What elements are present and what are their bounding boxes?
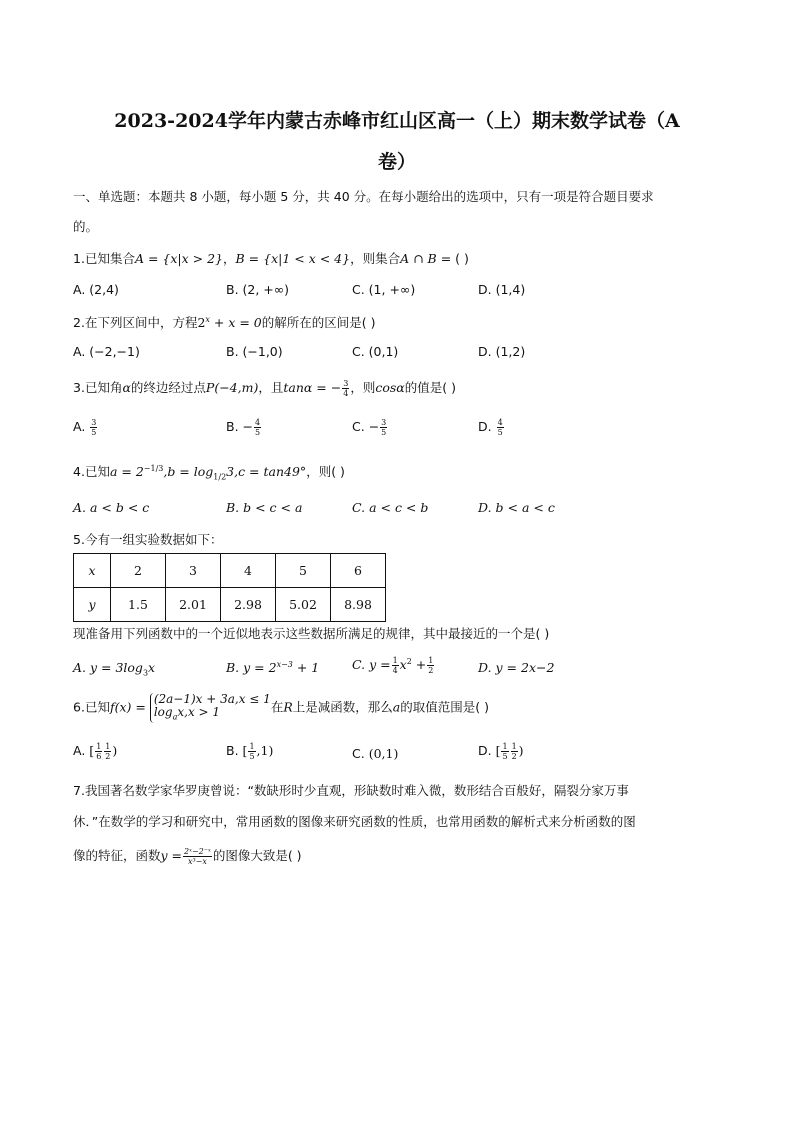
q3-a-fraction	[90, 418, 97, 437]
q5-c-frac2	[427, 656, 434, 675]
q3-d-fraction	[497, 418, 504, 437]
q5-c-exp: 2	[406, 656, 412, 666]
question-3	[73, 378, 456, 398]
question-2	[73, 313, 376, 331]
q6-case2: log	[153, 705, 173, 719]
page-title-line1: 2023-2024学年内蒙古赤峰市红山区高一（上）期末数学试卷（A	[114, 110, 680, 132]
q5-option-d[interactable]: D. y = 2x−2	[478, 660, 555, 675]
q2-option-b[interactable]: B. (−1,0)	[226, 344, 283, 359]
q3-pre: 已知角	[84, 380, 123, 395]
table-row-x	[74, 554, 386, 588]
q5-text: 今有一组实验数据如下：	[84, 532, 223, 547]
q2-eq-exp: x	[205, 314, 210, 324]
q6-case2-end: x,x > 1	[177, 705, 221, 719]
q6-a-close: )	[112, 743, 118, 758]
q3-c-num: 3	[381, 418, 387, 427]
q2-option-d[interactable]: D. (1,2)	[478, 344, 526, 359]
q5-c-frac1-den: 4	[392, 666, 398, 675]
q6-a-d1: 6	[96, 752, 102, 761]
q6-r: R	[283, 699, 293, 715]
table-cell: 1.5	[111, 588, 166, 622]
q4-b-expr: ,b = log	[163, 464, 214, 479]
q5-b-exp: x−3	[276, 660, 293, 669]
q6-post: 的取值范围是( )	[400, 699, 489, 715]
q6-piecewise	[150, 693, 271, 723]
q5-c-frac2-den: 2	[428, 666, 434, 675]
q3-b-num: 4	[255, 418, 261, 427]
section-heading-cont	[73, 217, 98, 235]
q4-b-rest: 3,c = tan49°	[226, 464, 307, 479]
q1-option-d[interactable]: D. (1,4)	[478, 282, 526, 297]
q2-eq-base: 2	[197, 315, 206, 330]
q6-c-letter: C.	[352, 746, 365, 761]
q1-set-a: A = {x|x > 2}	[134, 251, 223, 266]
q5-question: 现准备用下列函数中的一个近似地表示这些数据所满足的规律，其中最接近的一个是( )	[73, 626, 550, 641]
q2-post: 的解所在的区间是( )	[261, 315, 376, 330]
q2-number: 2.	[73, 315, 85, 330]
q7-fraction	[183, 847, 212, 866]
q5-b-end: + 1	[292, 660, 320, 676]
q6-pre: 已知	[84, 699, 110, 715]
q6-b-n1: 1	[249, 742, 255, 751]
q3-alpha: α	[122, 380, 131, 395]
q7-line3-pre: 像的特征，函数	[73, 848, 161, 863]
table-cell: 3	[166, 554, 221, 588]
q3-a-den: 5	[91, 428, 97, 437]
table-header-x: x	[74, 554, 111, 588]
q6-a-d2: 2	[105, 752, 111, 761]
q4-a-exp: −1/3	[143, 463, 164, 473]
question-5	[73, 530, 222, 548]
q3-mid2: ，且	[258, 380, 284, 395]
q4-option-d[interactable]: D. b < a < c	[478, 500, 555, 515]
q1-post: = ( )	[436, 251, 469, 266]
q4-pre: 已知	[84, 464, 110, 479]
q4-option-c[interactable]: C. a < c < b	[352, 500, 429, 515]
q3-d-num: 4	[497, 418, 503, 427]
q3-post: 的值是( )	[404, 380, 456, 395]
q7-line3-post: 的图像大致是( )	[212, 848, 302, 863]
q7-line3	[73, 846, 302, 866]
section-heading-line1: 一、单选题：本题共 8 小题，每小题 5 分，共 40 分。在每小题给出的选项中，只有一项是符合题目要求	[73, 189, 654, 204]
q6-d-d1: 5	[502, 752, 508, 761]
table-cell: 6	[331, 554, 386, 588]
table-cell: 2	[111, 554, 166, 588]
table-cell: 5.02	[276, 588, 331, 622]
q6-option-c[interactable]	[352, 746, 398, 761]
q3-b-sign: −	[242, 419, 254, 434]
q6-a-n2: 1	[105, 742, 111, 751]
q1-mid: ，则集合	[350, 251, 401, 266]
table-cell: 5	[276, 554, 331, 588]
q6-d-letter: D.	[478, 743, 492, 758]
q3-b-den: 5	[255, 428, 261, 437]
table-header-y: y	[74, 588, 111, 622]
q6-mid: 在	[270, 699, 284, 715]
q3-option-a[interactable]	[73, 418, 98, 437]
q3-c-sign: −	[368, 419, 380, 434]
q3-tan: tanα = −	[283, 380, 342, 395]
q3-c-letter: C.	[352, 419, 365, 434]
section-heading-line2: 的。	[73, 219, 99, 234]
q1-sep: ，	[223, 251, 236, 266]
q6-c-text: (0,1)	[368, 746, 399, 761]
q3-d-letter: D.	[478, 419, 492, 434]
q2-option-c[interactable]: C. (0,1)	[352, 344, 399, 359]
q6-b-open: [	[242, 743, 248, 758]
q4-post: ，则( )	[306, 464, 345, 479]
q2-option-a[interactable]: A. (−2,−1)	[73, 344, 140, 359]
q6-option-a[interactable]	[73, 742, 117, 761]
q6-d-frac2	[511, 742, 518, 761]
q5-c-frac1	[392, 656, 399, 675]
table-cell: 2.01	[166, 588, 221, 622]
section-heading	[73, 187, 654, 205]
q7-line1: 我国著名数学家华罗庚曾说：“数缺形时少直观，形缺数时难入微，数形结合百般好，隔裂分家万事	[84, 783, 629, 798]
q4-option-a[interactable]: A. a < b < c	[73, 500, 150, 515]
q3-d-den: 5	[497, 428, 503, 437]
q3-point: P(−4,m)	[205, 380, 259, 395]
q5-b-text: B. y = 2	[226, 660, 277, 676]
q4-option-b[interactable]: B. b < c < a	[226, 500, 303, 515]
q3-tan-num: 3	[343, 379, 349, 388]
q1-expr: A ∩ B	[400, 251, 437, 266]
q3-c-fraction	[380, 418, 387, 437]
q7-frac-den: x³−x	[187, 857, 207, 866]
q6-b-frac1	[248, 742, 255, 761]
q6-case2-sub: a	[172, 712, 178, 722]
q1-set-b: B = {x|1 < x < 4}	[235, 251, 351, 266]
q3-number: 3.	[73, 380, 85, 395]
question-6	[73, 693, 489, 723]
table-cell: 8.98	[331, 588, 386, 622]
data-table	[73, 553, 386, 622]
table-cell: 4	[221, 554, 276, 588]
q3-mid3: ，则	[350, 380, 376, 395]
q5-option-c[interactable]	[352, 656, 435, 675]
q3-option-d[interactable]	[478, 418, 505, 437]
q6-d-n1: 1	[502, 742, 508, 751]
q2-pre: 在下列区间中，方程	[84, 315, 198, 330]
q2-eq-rest: + x = 0	[209, 315, 262, 330]
q5-a-end: x	[148, 660, 156, 675]
q1-option-b[interactable]: B. (2, +∞)	[226, 282, 290, 297]
q6-a-letter: A.	[73, 743, 86, 758]
q7-number: 7.	[73, 783, 85, 798]
q5-option-b[interactable]	[226, 660, 319, 675]
q6-fx: f(x) =	[109, 699, 146, 715]
page-title-line2: 卷）	[377, 151, 416, 173]
q7-y: y =	[160, 848, 183, 863]
q3-tan-den: 4	[343, 389, 349, 398]
q3-option-b[interactable]	[226, 418, 262, 437]
table-cell: 2.98	[221, 588, 276, 622]
q7-line2: 休．”在数学的学习和研究中，常用函数的图像来研究函数的性质，也常用函数的解析式来分析函数的图	[73, 814, 636, 829]
q3-mid1: 的终边经过点	[130, 380, 206, 395]
q6-d-close: )	[518, 743, 524, 758]
q1-option-a[interactable]: A. (2,4)	[73, 282, 119, 297]
q3-option-c[interactable]	[352, 418, 388, 437]
q6-b-d1: 5	[249, 752, 255, 761]
q6-b-letter: B.	[226, 743, 239, 758]
q4-a-expr: a = 2	[109, 464, 144, 479]
q6-number: 6.	[73, 699, 85, 715]
q6-d-open: [	[495, 743, 501, 758]
q3-b-fraction	[254, 418, 261, 437]
q6-mid2: 上是减函数，那么	[292, 699, 393, 715]
q6-d-n2: 1	[511, 742, 517, 751]
q5-a-text: A. y = 3log	[73, 660, 143, 675]
q5-c-mid: x	[399, 657, 407, 672]
q6-case1: (2a−1)x + 3a,x ≤ 1	[153, 692, 271, 706]
q5-c-frac1-num: 1	[392, 656, 398, 665]
q1-number: 1.	[73, 251, 85, 266]
q6-a-open: [	[89, 743, 95, 758]
q3-a-letter: A.	[73, 419, 86, 434]
q3-b-letter: B.	[226, 419, 239, 434]
q4-b-base: 1/2	[213, 472, 227, 482]
q6-a-n1: 1	[96, 742, 102, 751]
q6-option-d[interactable]	[478, 742, 524, 761]
q5-c-text: C. y =	[352, 657, 391, 672]
q6-a-frac1	[95, 742, 102, 761]
q6-b-tail: ,1)	[256, 743, 274, 758]
q6-d-frac1	[501, 742, 508, 761]
q6-d-d2: 2	[511, 752, 517, 761]
q3-tan-fraction	[342, 379, 349, 398]
question-1	[73, 249, 469, 267]
q3-cos: cosα	[375, 380, 405, 395]
q5-c-plus: +	[411, 657, 427, 672]
q7-frac-num: 2ˣ−2⁻ˣ	[184, 847, 211, 856]
q3-a-num: 3	[91, 418, 97, 427]
q6-option-b[interactable]	[226, 742, 273, 761]
q4-number: 4.	[73, 464, 85, 479]
question-4	[73, 462, 345, 482]
q5-a-sub: 3	[142, 668, 149, 678]
q6-a-frac2	[104, 742, 111, 761]
table-row-y	[74, 588, 386, 622]
q3-c-den: 5	[381, 428, 387, 437]
q1-option-c[interactable]: C. (1, +∞)	[352, 282, 416, 297]
q5-c-frac2-num: 1	[428, 656, 434, 665]
q5-number: 5.	[73, 532, 85, 547]
q5-option-a[interactable]	[73, 660, 155, 678]
q6-a: a	[392, 699, 401, 715]
q1-pre: 已知集合	[84, 251, 135, 266]
question-7	[73, 781, 629, 799]
